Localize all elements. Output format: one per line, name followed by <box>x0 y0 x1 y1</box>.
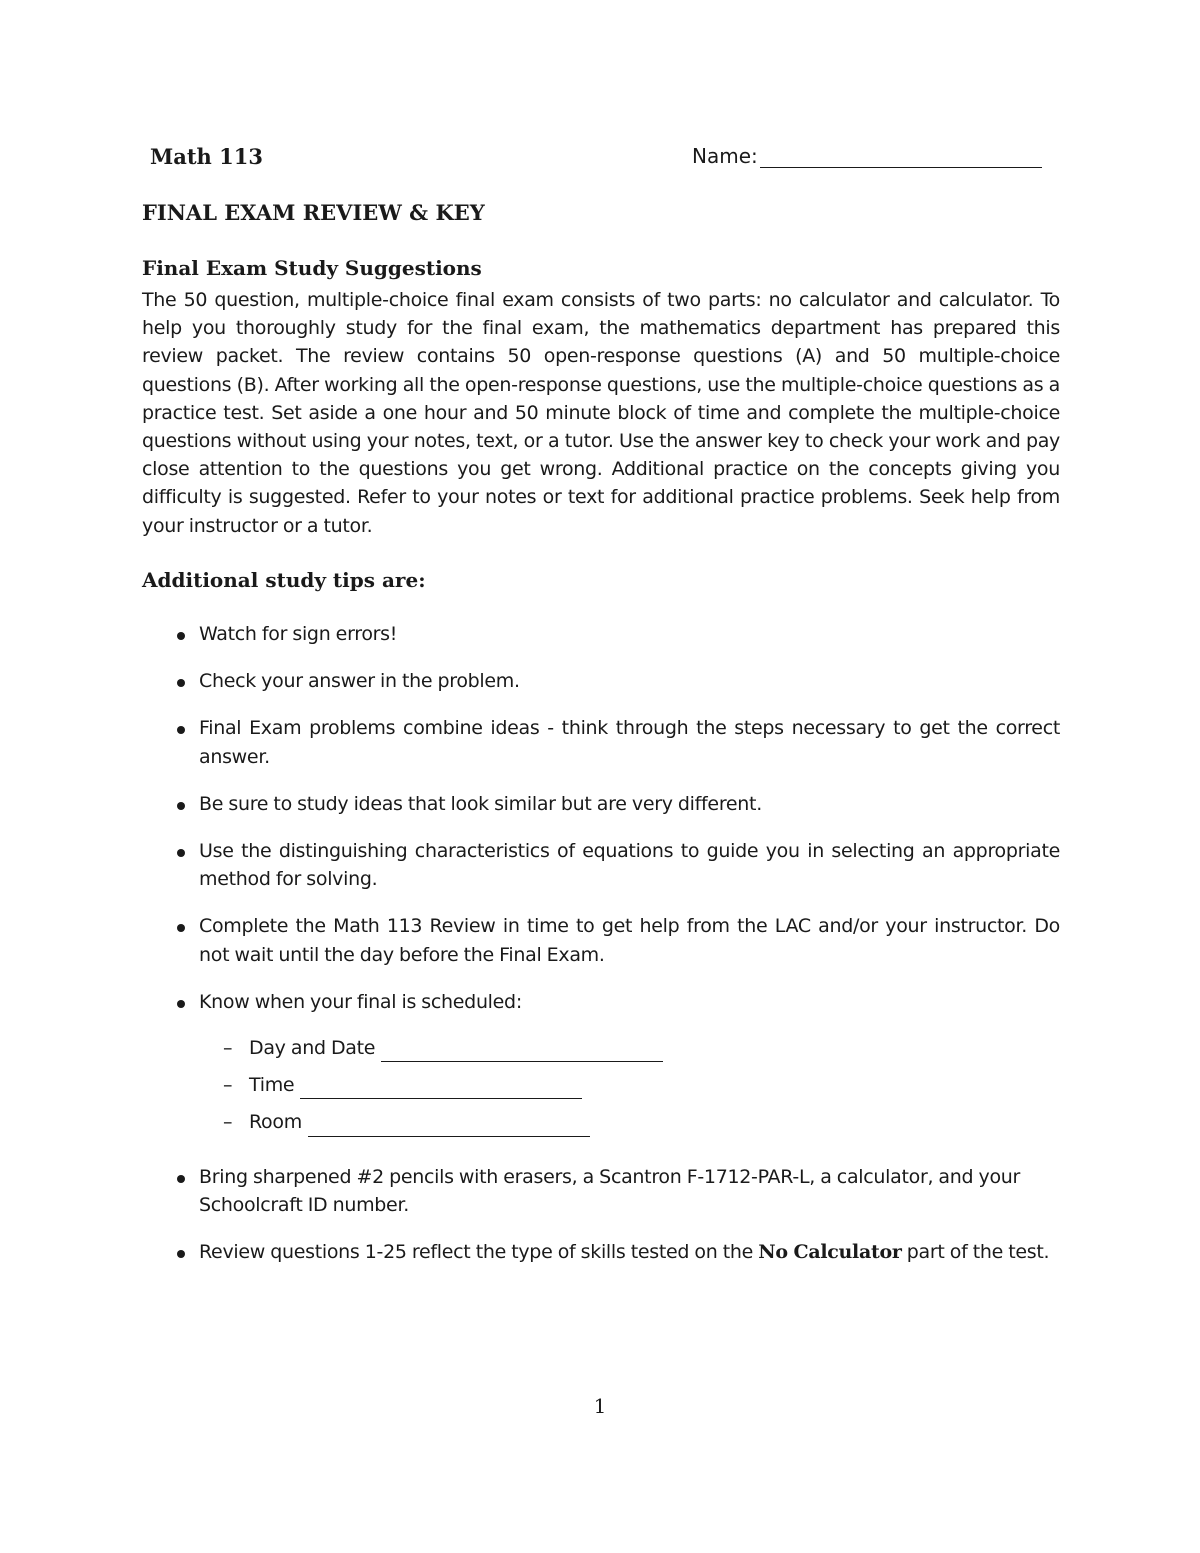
tip-text: Check your answer in the problem. <box>199 670 520 693</box>
course-title: Math 113 <box>150 144 263 169</box>
no-calculator-emphasis: No Calculator <box>758 1241 902 1264</box>
bullet-icon <box>177 1250 185 1258</box>
tip-text-pre: Review questions 1-25 reflect the type of skills tested on the <box>199 1241 753 1264</box>
schedule-time-label: Time <box>249 1074 295 1097</box>
tip-text: Be sure to study ideas that look similar but are very different. <box>199 792 762 815</box>
name-label: Name: <box>692 144 758 168</box>
schedule-room-label: Room <box>249 1111 302 1134</box>
list-item <box>142 988 1060 1137</box>
schedule-day-label: Day and Date <box>249 1037 376 1060</box>
list-item <box>142 714 1060 770</box>
list-item <box>142 620 1060 648</box>
list-item <box>142 1163 1060 1219</box>
document-title: FINAL EXAM REVIEW & KEY <box>142 200 485 225</box>
list-item <box>142 790 1060 818</box>
name-field <box>692 144 1042 168</box>
list-item <box>142 837 1060 893</box>
study-suggestions-paragraph: The 50 question, multiple-choice final exam consists of two parts: no calculator and calculator. To help you thoroughly study for the final exam, the mathematics department has prepared this review packet. The review contains 50 open-response questions (A) and 50 multiple-choice questions (B). After working all the open-response questions, use the multiple-choice questions as a practice test. Set aside a one hour and 50 minute block of time and complete the multiple-choice questions without using your notes, text, or a tutor. Use the answer key to check your work and pay close attention to the questions you get wrong. Additional practice on the concepts giving you difficulty is suggested. Refer to your notes or text for additional practice problems. Seek help from your instructor or a tutor. <box>142 289 1060 537</box>
bullet-icon <box>177 802 185 810</box>
tip-text: Use the distinguishing characteristics of equations to guide you in selecting an appropriate method for solving. <box>199 840 1060 891</box>
tips-list <box>142 620 1060 1285</box>
bullet-icon <box>177 679 185 687</box>
list-item <box>142 1238 1060 1266</box>
page-number: 1 <box>593 1394 607 1418</box>
study-suggestions-heading: Final Exam Study Suggestions <box>142 256 482 280</box>
tip-text: Final Exam problems combine ideas - think through the steps necessary to get the correct answer. <box>199 717 1060 768</box>
list-item <box>142 667 1060 695</box>
time-blank-line[interactable] <box>300 1076 582 1099</box>
bullet-icon <box>177 924 185 932</box>
tip-text: Watch for sign errors! <box>199 623 398 645</box>
dash-icon: – <box>223 1074 233 1097</box>
tip-text <box>199 1241 1049 1263</box>
bullet-icon <box>177 1175 185 1183</box>
bullet-icon <box>177 632 185 640</box>
schedule-room-item <box>199 1108 1060 1136</box>
schedule-time-item <box>199 1071 1060 1099</box>
tips-heading: Additional study tips are: <box>142 568 426 592</box>
bullet-icon <box>177 726 185 734</box>
schedule-list <box>199 1034 1060 1137</box>
room-blank-line[interactable] <box>308 1114 590 1137</box>
list-item <box>142 912 1060 968</box>
schedule-day-item <box>199 1034 1060 1062</box>
day-date-blank-line[interactable] <box>381 1039 663 1062</box>
tip-text: Complete the Math 113 Review in time to get help from the LAC and/or your instructor. Do not wait until the day before the Final Exam. <box>199 915 1060 966</box>
bullet-icon <box>177 849 185 857</box>
dash-icon: – <box>223 1111 233 1134</box>
tip-text-post: part of the test. <box>906 1241 1050 1264</box>
bullet-icon <box>177 1000 185 1008</box>
tip-text: Know when your final is scheduled: <box>199 990 522 1013</box>
name-blank-line[interactable] <box>760 145 1042 168</box>
tip-text: Bring sharpened #2 pencils with erasers, a Scantron F-1712-PAR-L, a calculator, and your Schoolcraft ID number. <box>199 1165 1021 1216</box>
dash-icon: – <box>223 1037 233 1060</box>
